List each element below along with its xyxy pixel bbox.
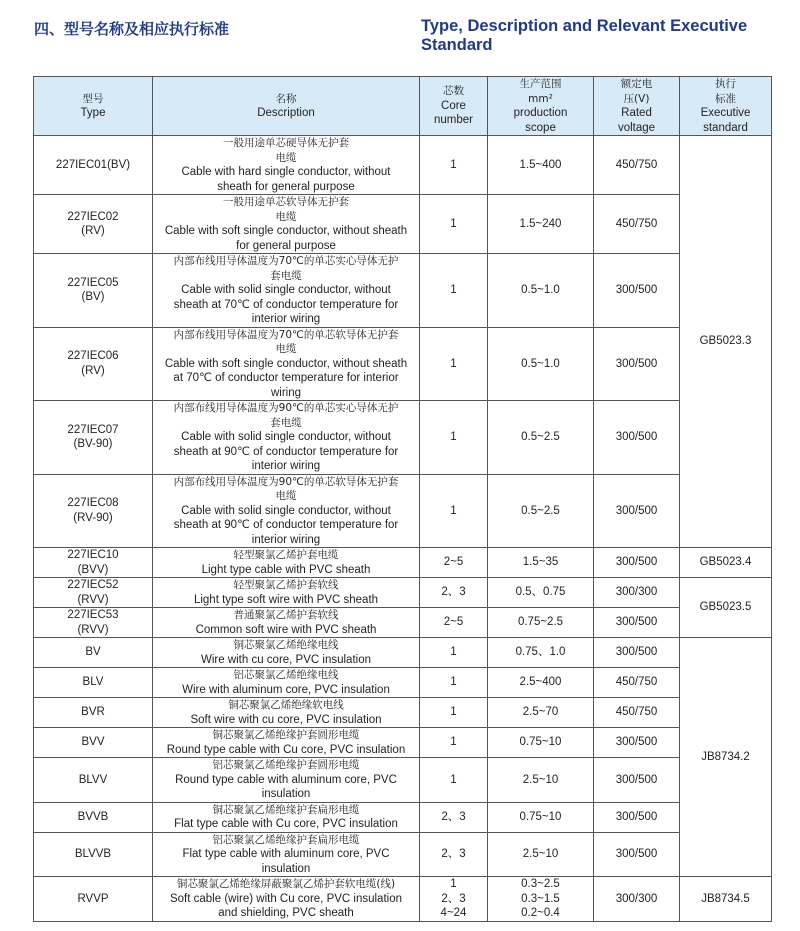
- scope-cell: 2.5~10: [488, 758, 594, 803]
- core-cell: 1: [420, 668, 488, 698]
- header-executive-standard: 执行 标准 Executive standard: [680, 77, 772, 136]
- voltage-cell: 450/750: [594, 698, 680, 728]
- type-cell: 227IEC53 (RVV): [34, 608, 153, 638]
- table-row: [34, 608, 772, 638]
- table-row: [34, 136, 772, 195]
- core-cell: 1: [420, 136, 488, 195]
- voltage-cell: 300/500: [594, 254, 680, 328]
- description-cell: 一般用途单芯硬导体无护套 电缆 Cable with hard single conductor, without sheath for general purpose: [153, 136, 420, 195]
- core-cell: 1: [420, 254, 488, 328]
- type-cell: 227IEC06 (RV): [34, 327, 153, 401]
- voltage-cell: 300/500: [594, 474, 680, 548]
- table-row: [34, 668, 772, 698]
- type-cell: BVVB: [34, 802, 153, 832]
- section-title-en: Type, Description and Relevant Executive Standard: [421, 17, 748, 54]
- core-cell: 1: [420, 758, 488, 803]
- voltage-cell: 300/500: [594, 327, 680, 401]
- scope-cell: 0.3~2.5 0.3~1.5 0.2~0.4: [488, 877, 594, 922]
- scope-cell: 0.5~1.0: [488, 254, 594, 328]
- voltage-cell: 300/300: [594, 877, 680, 922]
- description-cell: 铜芯聚氯乙烯绝缘护套扁形电缆 Flat type cable with Cu core, PVC insulation: [153, 802, 420, 832]
- voltage-cell: 300/500: [594, 401, 680, 475]
- table-row: [34, 327, 772, 401]
- scope-cell: 0.5~2.5: [488, 474, 594, 548]
- type-cell: BLV: [34, 668, 153, 698]
- scope-cell: 1.5~400: [488, 136, 594, 195]
- table-row: [34, 802, 772, 832]
- scope-cell: 0.75~10: [488, 802, 594, 832]
- type-cell: BV: [34, 638, 153, 668]
- core-cell: 1: [420, 474, 488, 548]
- core-cell: 1: [420, 728, 488, 758]
- description-cell: 铜芯聚氯乙烯绝缘屏蔽聚氯乙烯护套软电缆(线) Soft cable (wire) with Cu core, PVC insulation and shielding, PVC sheath: [153, 877, 420, 922]
- core-cell: 2、3: [420, 578, 488, 608]
- standard-cell: GB5023.3: [680, 136, 772, 548]
- type-cell: BVR: [34, 698, 153, 728]
- core-cell: 2、3: [420, 802, 488, 832]
- scope-cell: 2.5~10: [488, 832, 594, 877]
- table-row: [34, 758, 772, 803]
- table-row: [34, 254, 772, 328]
- core-cell: 1: [420, 327, 488, 401]
- description-cell: 铝芯聚氯乙烯绝缘护套圆形电缆 Round type cable with aluminum core, PVC insulation: [153, 758, 420, 803]
- scope-cell: 0.5~1.0: [488, 327, 594, 401]
- description-cell: 普通聚氯乙烯护套软线 Common soft wire with PVC sheath: [153, 608, 420, 638]
- type-cell: 227IEC52 (RVV): [34, 578, 153, 608]
- description-cell: 铜芯聚氯乙烯绝缘软电线 Soft wire with cu core, PVC insulation: [153, 698, 420, 728]
- core-cell: 2、3: [420, 832, 488, 877]
- table-row: [34, 877, 772, 922]
- standard-cell: GB5023.5: [680, 578, 772, 638]
- scope-cell: 0.75~2.5: [488, 608, 594, 638]
- type-cell: 227IEC08 (RV-90): [34, 474, 153, 548]
- voltage-cell: 450/750: [594, 195, 680, 254]
- core-cell: 1: [420, 195, 488, 254]
- scope-cell: 0.75~10: [488, 728, 594, 758]
- voltage-cell: 450/750: [594, 668, 680, 698]
- core-cell: 2~5: [420, 548, 488, 578]
- voltage-cell: 300/500: [594, 638, 680, 668]
- type-cell: 227IEC05 (BV): [34, 254, 153, 328]
- description-cell: 内部布线用导体温度为70℃的单芯实心导体无护 套电缆 Cable with solid single conductor, without sheath at 70℃ of conductor temperature for interior wiring: [153, 254, 420, 328]
- description-cell: 内部布线用导体温度为90℃的单芯实心导体无护 套电缆 Cable with solid single conductor, without sheath at 90℃ of conductor temperature for interior wiring: [153, 401, 420, 475]
- standard-cell: JB8734.5: [680, 877, 772, 922]
- voltage-cell: 300/300: [594, 578, 680, 608]
- description-cell: 一般用途单芯软导体无护套 电缆 Cable with soft single conductor, without sheath for general purpose: [153, 195, 420, 254]
- scope-cell: 0.5~2.5: [488, 401, 594, 475]
- voltage-cell: 450/750: [594, 136, 680, 195]
- description-cell: 轻型聚氯乙烯护套软线 Light type soft wire with PVC sheath: [153, 578, 420, 608]
- voltage-cell: 300/500: [594, 548, 680, 578]
- table-row: [34, 832, 772, 877]
- core-cell: 1: [420, 698, 488, 728]
- header-core-number: 芯数 Core number: [420, 77, 488, 136]
- voltage-cell: 300/500: [594, 802, 680, 832]
- standard-cell: GB5023.4: [680, 548, 772, 578]
- core-cell: 1: [420, 638, 488, 668]
- table-row: [34, 401, 772, 475]
- header-description: 名称 Description: [153, 77, 420, 136]
- scope-cell: 0.75、1.0: [488, 638, 594, 668]
- core-cell: 1 2、3 4~24: [420, 877, 488, 922]
- type-cell: 227IEC01(BV): [34, 136, 153, 195]
- section-title-cn: 四、型号名称及相应执行标准: [34, 20, 230, 38]
- table-row: [34, 638, 772, 668]
- scope-cell: 2.5~70: [488, 698, 594, 728]
- core-cell: 1: [420, 401, 488, 475]
- type-cell: RVVP: [34, 877, 153, 922]
- type-cell: BLVVB: [34, 832, 153, 877]
- standard-cell: JB8734.2: [680, 638, 772, 877]
- description-cell: 铝芯聚氯乙烯绝缘电线 Wire with aluminum core, PVC insulation: [153, 668, 420, 698]
- description-cell: 内部布线用导体温度为90℃的单芯软导体无护套 电缆 Cable with solid single conductor, without sheath at 90℃ of conductor temperature for interior wiring: [153, 474, 420, 548]
- table-row: [34, 728, 772, 758]
- description-cell: 轻型聚氯乙烯护套电缆 Light type cable with PVC sheath: [153, 548, 420, 578]
- type-cell: 227IEC07 (BV-90): [34, 401, 153, 475]
- scope-cell: 2.5~400: [488, 668, 594, 698]
- table-row: [34, 474, 772, 548]
- scope-cell: 1.5~35: [488, 548, 594, 578]
- header-type: 型号 Type: [34, 77, 153, 136]
- table-row: [34, 548, 772, 578]
- voltage-cell: 300/500: [594, 832, 680, 877]
- description-cell: 铜芯聚氯乙烯绝缘电线 Wire with cu core, PVC insulation: [153, 638, 420, 668]
- description-cell: 铝芯聚氯乙烯绝缘护套扁形电缆 Flat type cable with aluminum core, PVC insulation: [153, 832, 420, 877]
- type-cell: BVV: [34, 728, 153, 758]
- description-cell: 内部布线用导体温度为70℃的单芯软导体无护套 电缆 Cable with soft single conductor, without sheath at 70℃ of conductor temperature for interior wiring: [153, 327, 420, 401]
- voltage-cell: 300/500: [594, 608, 680, 638]
- table-header-row: [34, 77, 772, 136]
- voltage-cell: 300/500: [594, 758, 680, 803]
- core-cell: 2~5: [420, 608, 488, 638]
- type-cell: BLVV: [34, 758, 153, 803]
- header-production-scope: 生产范围 mm² production scope: [488, 77, 594, 136]
- table-row: [34, 195, 772, 254]
- table-row: [34, 578, 772, 608]
- header-rated-voltage: 额定电 压(V) Rated voltage: [594, 77, 680, 136]
- scope-cell: 1.5~240: [488, 195, 594, 254]
- scope-cell: 0.5、0.75: [488, 578, 594, 608]
- type-cell: 227IEC02 (RV): [34, 195, 153, 254]
- voltage-cell: 300/500: [594, 728, 680, 758]
- cable-spec-table: [33, 76, 772, 922]
- description-cell: 铜芯聚氯乙烯绝缘护套圆形电缆 Round type cable with Cu core, PVC insulation: [153, 728, 420, 758]
- table-row: [34, 698, 772, 728]
- type-cell: 227IEC10 (BVV): [34, 548, 153, 578]
